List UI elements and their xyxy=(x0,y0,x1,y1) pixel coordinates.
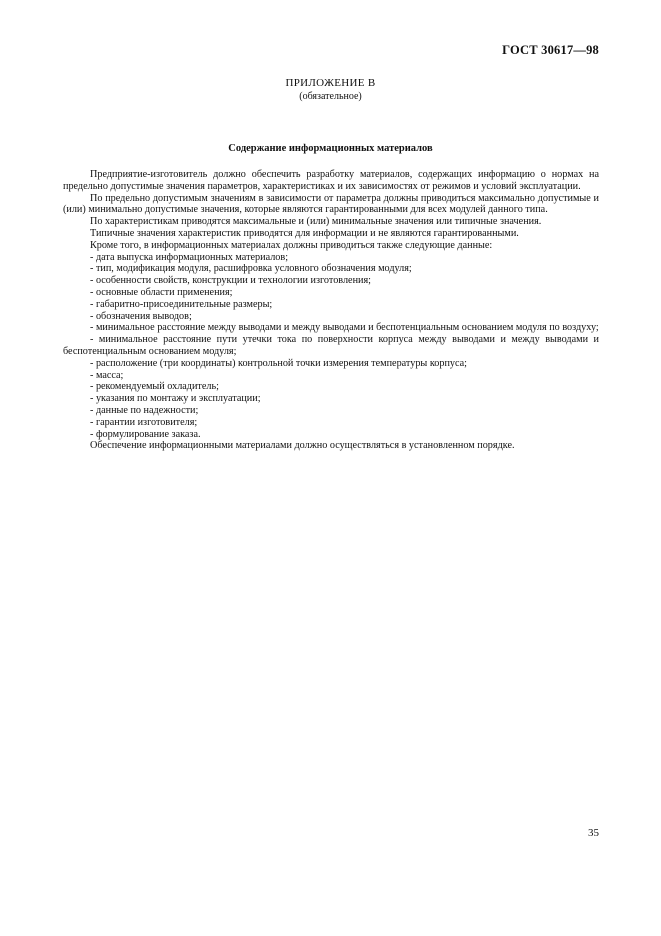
page-number: 35 xyxy=(588,827,599,839)
list-item: - минимальное расстояние пути утечки тока по поверхности корпуса между выводами и между выводами и беспотенциальным основанием модуля; xyxy=(63,334,599,357)
standard-number: ГОСТ 30617—98 xyxy=(502,43,599,57)
list-item: - обозначения выводов; xyxy=(90,310,192,322)
appendix-status: (обязательное) xyxy=(299,91,362,102)
list-item: - расположение (три координаты) контрольной точки измерения температуры корпуса; xyxy=(90,357,467,369)
data-list xyxy=(63,252,599,441)
list-item: - особенности свойств, конструкции и технологии изготовления; xyxy=(90,275,371,287)
paragraph-intro: Предприятие-изготовитель должно обеспечить разработку материалов, содержащих информацию о нормах на предельно допустимые значения параметров, характеристиках и их зависимостях от режимов и условий эксплуатации. xyxy=(63,169,599,192)
appendix-title: ПРИЛОЖЕНИЕ В xyxy=(285,77,376,89)
paragraph-limit-values: По предельно допустимым значениям в зависимости от параметра должны приводиться максимально допустимые и (или) минимально допустимые значения, которые являются гарантированными для всех модулей данного типа. xyxy=(63,192,599,216)
paragraph-typical-values: Типичные значения характеристик приводятся для информации и не являются гарантированными. xyxy=(90,227,519,239)
section-heading: Содержание информационных материалов xyxy=(228,143,433,154)
list-item: - масса; xyxy=(90,369,124,381)
document-body xyxy=(63,169,599,452)
list-item: - габаритно-присоединительные размеры; xyxy=(90,298,273,310)
list-item: - минимальное расстояние между выводами и между выводами и беспотенциальным основанием модуля по воздуху; xyxy=(90,322,599,334)
list-item: - тип, модификация модуля, расшифровка условного обозначения модуля; xyxy=(90,263,412,275)
list-item: - основные области применения; xyxy=(90,286,233,298)
list-item: - указания по монтажу и эксплуатации; xyxy=(90,393,261,405)
paragraph-additional-data: Кроме того, в информационных материалах должны приводиться также следующие данные: xyxy=(90,239,493,251)
list-item: - гарантии изготовителя; xyxy=(90,416,198,428)
paragraph-final: Обеспечение информационными материалами должно осуществляться в установленном порядке. xyxy=(90,440,515,452)
list-item: - данные по надежности; xyxy=(90,404,199,416)
paragraph-characteristics: По характеристикам приводятся максимальные и (или) минимальные значения или типичные значения. xyxy=(90,216,542,228)
list-item: - дата выпуска информационных материалов; xyxy=(90,251,289,263)
list-item: - рекомендуемый охладитель; xyxy=(90,381,219,393)
list-item: - формулирование заказа. xyxy=(90,428,201,440)
